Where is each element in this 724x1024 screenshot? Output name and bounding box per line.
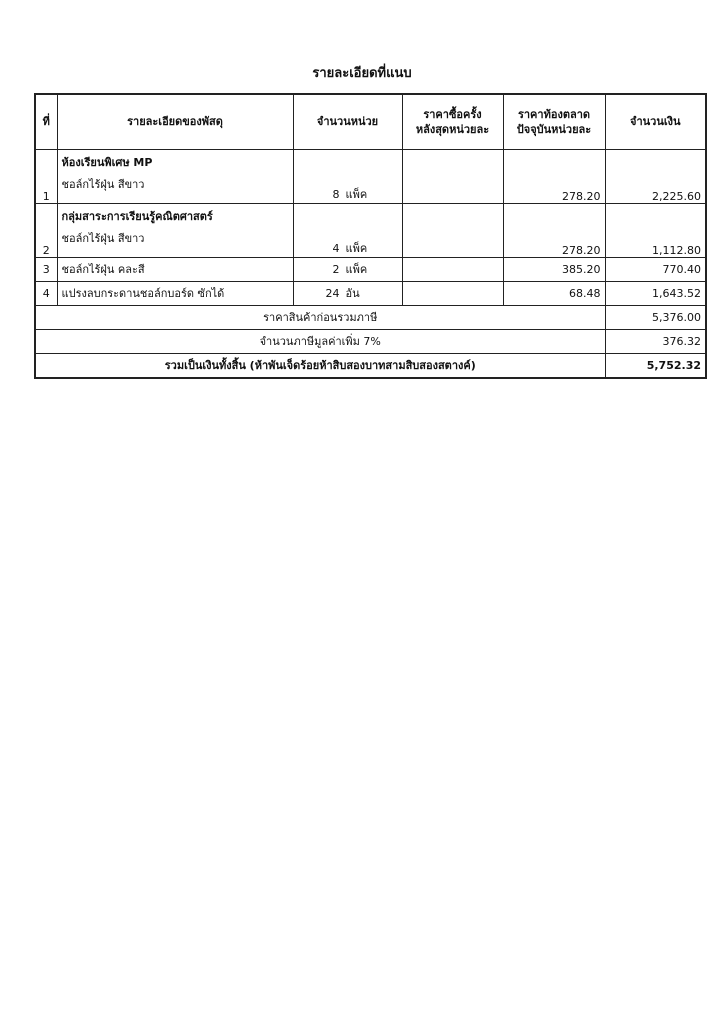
header-description: รายละเอียดของพัสดุ — [57, 94, 293, 149]
table-row — [35, 203, 706, 257]
row-description — [57, 203, 293, 257]
item-name: ชอล์กไร้ฝุ่น สีขาว — [61, 177, 145, 191]
row-quantity — [293, 281, 402, 305]
header-index: ที่ — [35, 94, 57, 149]
quantity-value: 4 — [332, 241, 340, 255]
row-description — [57, 257, 293, 281]
row-market-price: 385.20 — [503, 257, 605, 281]
vat-label: จำนวนภาษีมูลค่าเพิ่ม 7% — [35, 329, 605, 353]
row-last-price — [402, 149, 503, 203]
row-quantity — [293, 257, 402, 281]
row-last-price — [402, 257, 503, 281]
row-last-price — [402, 281, 503, 305]
header-last-price — [402, 94, 503, 149]
section-heading: ห้องเรียนพิเศษ MP — [61, 155, 153, 169]
table-header-row — [35, 94, 706, 149]
table-row — [35, 281, 706, 305]
item-name: ชอล์กไร้ฝุ่น คละสี — [61, 263, 145, 276]
row-quantity — [293, 149, 402, 203]
vat-value: 376.32 — [605, 329, 706, 353]
vat-row — [35, 329, 706, 353]
header-last-price-line2: หลังสุดหน่วยละ — [415, 122, 490, 136]
quantity-unit: อัน — [345, 287, 360, 300]
row-description — [57, 281, 293, 305]
row-quantity — [293, 203, 402, 257]
header-market-price-line1: ราคาท้องตลาด — [517, 107, 591, 121]
row-index: 1 — [35, 149, 57, 203]
header-amount: จำนวนเงิน — [605, 94, 706, 149]
table-row — [35, 149, 706, 203]
row-amount: 770.40 — [605, 257, 706, 281]
items-table — [34, 93, 707, 379]
row-index: 4 — [35, 281, 57, 305]
quantity-value: 2 — [332, 263, 340, 276]
row-amount: 2,225.60 — [605, 149, 706, 203]
row-amount: 1,112.80 — [605, 203, 706, 257]
quantity-value: 24 — [325, 287, 340, 300]
header-market-price — [503, 94, 605, 149]
section-heading: กลุ่มสาระการเรียนรู้คณิตศาสตร์ — [61, 209, 213, 223]
header-quantity: จำนวนหน่วย — [293, 94, 402, 149]
header-market-price-line2: ปัจจุบันหน่วยละ — [516, 122, 592, 136]
row-amount: 1,643.52 — [605, 281, 706, 305]
grand-total-value: 5,752.32 — [605, 353, 706, 378]
item-name: แปรงลบกระดานชอล์กบอร์ด ซักได้ — [61, 287, 225, 300]
page-title: รายละเอียดที่แนบ — [312, 66, 412, 81]
header-last-price-line1: ราคาซื้อครั้ง — [423, 107, 482, 121]
grand-total-row — [35, 353, 706, 378]
subtotal-value: 5,376.00 — [605, 305, 706, 329]
row-index: 3 — [35, 257, 57, 281]
item-name: ชอล์กไร้ฝุ่น สีขาว — [61, 231, 145, 245]
row-description — [57, 149, 293, 203]
grand-total-label: รวมเป็นเงินทั้งสิ้น (ห้าพันเจ็ดร้อยห้าสิบสองบาทสามสิบสองสตางค์) — [35, 353, 605, 378]
row-market-price: 278.20 — [503, 203, 605, 257]
subtotal-row — [35, 305, 706, 329]
row-index: 2 — [35, 203, 57, 257]
subtotal-label: ราคาสินค้าก่อนรวมภาษี — [35, 305, 605, 329]
row-market-price: 68.48 — [503, 281, 605, 305]
quantity-unit: แพ็ค — [345, 241, 368, 255]
row-last-price — [402, 203, 503, 257]
row-market-price: 278.20 — [503, 149, 605, 203]
quantity-value: 8 — [332, 187, 340, 201]
quantity-unit: แพ็ค — [345, 263, 368, 276]
quantity-unit: แพ็ค — [345, 187, 368, 201]
table-row — [35, 257, 706, 281]
